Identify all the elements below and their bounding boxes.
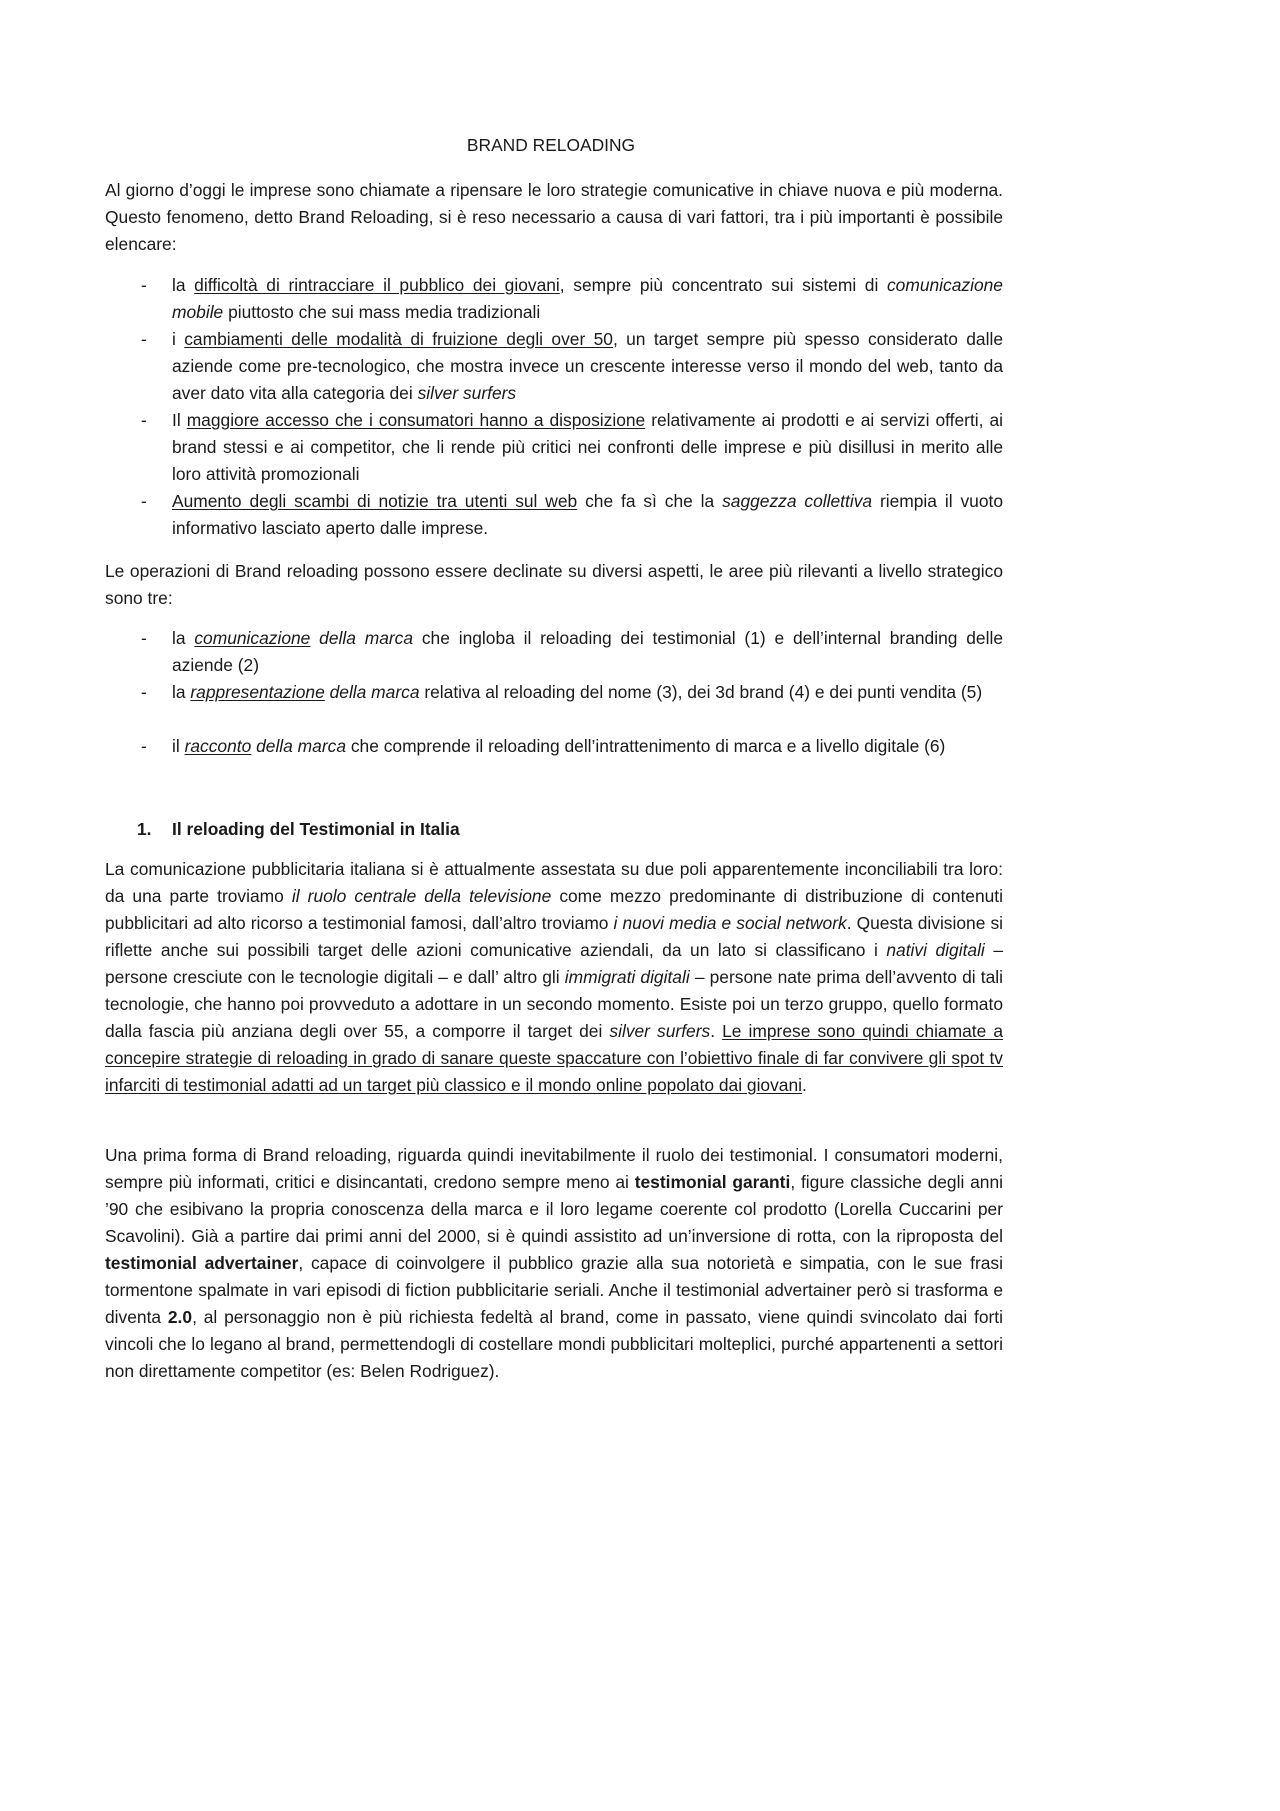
list-dash: - xyxy=(141,628,147,648)
list-dash: - xyxy=(141,275,147,295)
list-item xyxy=(105,272,1003,326)
list-item xyxy=(105,625,1003,679)
list-dash: - xyxy=(141,329,147,349)
section-title: Il reloading del Testimonial in Italia xyxy=(172,819,460,839)
paragraph: Le operazioni di Brand reloading possono essere declinate su diversi aspetti, le aree più rilevanti a livello strategico sono tre: xyxy=(105,561,1003,608)
list-dash: - xyxy=(141,491,147,511)
list-item xyxy=(105,326,1003,407)
list-item-text: il racconto della marca che comprende il reloading dell’intrattenimento di marca e a livello digitale (6) xyxy=(172,736,946,756)
list-dash: - xyxy=(141,736,147,756)
list-dash: - xyxy=(141,410,147,430)
section-heading xyxy=(137,816,460,843)
paragraph: La comunicazione pubblicitaria italiana si è attualmente assestata su due poli apparentemente inconciliabili tra loro: da una parte troviamo il ruolo centrale della televisione come mezzo predominante di distribuzione di contenuti pubblicitari ad alto ricorso a testimonial famosi, dall’altro troviamo i nuovi media e social network. Questa divisione si riflette anche sui possibili target delle azioni comunicative aziendali, da un lato si classificano i nativi digitali – persone cresciute con le tecnologie digitali – e dall’ altro gli immigrati digitali – persone nate prima dell’avvento di tali tecnologie, che hanno poi provveduto a adottare in un secondo momento. Esiste poi un terzo gruppo, quello formato dalla fascia più anziana degli over 55, a comporre il target dei silver surfers. Le imprese sono quindi chiamate a concepire strategie di reloading in grado di sanare queste spaccature con l’obiettivo finale di far convivere gli spot tv infarciti di testimonial adatti ad un target più classico e il mondo online popolato dai giovani. xyxy=(105,859,1004,1095)
list-item xyxy=(105,488,1003,542)
list-item-text: la difficoltà di rintracciare il pubblico dei giovani, sempre più concentrato sui sistemi di comunicazione mobile piuttosto che sui mass media tradizionali xyxy=(172,275,1003,322)
list-item-text: i cambiamenti delle modalità di fruizione degli over 50, un target sempre più spesso considerato dalle aziende come pre-tecnologico, che mostra invece un crescente interesse verso il mondo del web, tanto da aver dato vita alla categoria dei silver surfers xyxy=(172,329,1003,403)
list-item xyxy=(105,407,1003,488)
document-title: BRAND RELOADING xyxy=(466,135,636,155)
intro-paragraph: Al giorno d’oggi le imprese sono chiamate a ripensare le loro strategie comunicative in chiave nuova e più moderna. Questo fenomeno, detto Brand Reloading, si è reso necessario a causa di vari fattori, tra i più importanti è possibile elencare: xyxy=(105,180,1003,254)
section-number: 1. xyxy=(137,819,152,839)
list-item-text: la rappresentazione della marca relativa al reloading del nome (3), dei 3d brand (4) e dei punti vendita (5) xyxy=(172,682,983,702)
paragraph: Una prima forma di Brand reloading, riguarda quindi inevitabilmente il ruolo dei testimonial. I consumatori moderni, sempre più informati, critici e disincantati, credono sempre meno ai testimonial garanti, figure classiche degli anni ’90 che esibivano la propria conoscenza della marca e il loro legame coerente col prodotto (Lorella Cuccarini per Scavolini). Già a partire dai primi anni del 2000, si è quindi assistito ad un’inversione di rotta, con la riproposta del testimonial advertainer, capace di coinvolgere il pubblico grazie alla sua notorietà e simpatia, con le sue frasi tormentone spalmate in vari episodi di fiction pubblicitarie seriali. Anche il testimonial advertainer però si trasforma e diventa 2.0, al personaggio non è più richiesta fedeltà al brand, come in passato, viene quindi svincolato dai forti vincoli che lo legano al brand, permettendogli di costellare mondi pubblicitari molteplici, purché appartenenti a settori non direttamente competitor (es: Belen Rodriguez). xyxy=(105,1145,1003,1381)
list-item xyxy=(105,733,1003,760)
list-item-text: Il maggiore accesso che i consumatori hanno a disposizione relativamente ai prodotti e ai servizi offerti, ai brand stessi e ai competitor, che li rende più critici nei confronti delle imprese e più disillusi in merito alle loro attività promozionali xyxy=(172,410,1004,484)
list-item-text: Aumento degli scambi di notizie tra utenti sul web che fa sì che la saggezza collettiva riempia il vuoto informativo lasciato aperto dalle imprese. xyxy=(172,491,1003,538)
list-dash: - xyxy=(141,682,147,702)
list-item-text: la comunicazione della marca che ingloba il reloading dei testimonial (1) e dell’internal branding delle aziende (2) xyxy=(172,628,1003,675)
list-item xyxy=(105,679,1003,706)
